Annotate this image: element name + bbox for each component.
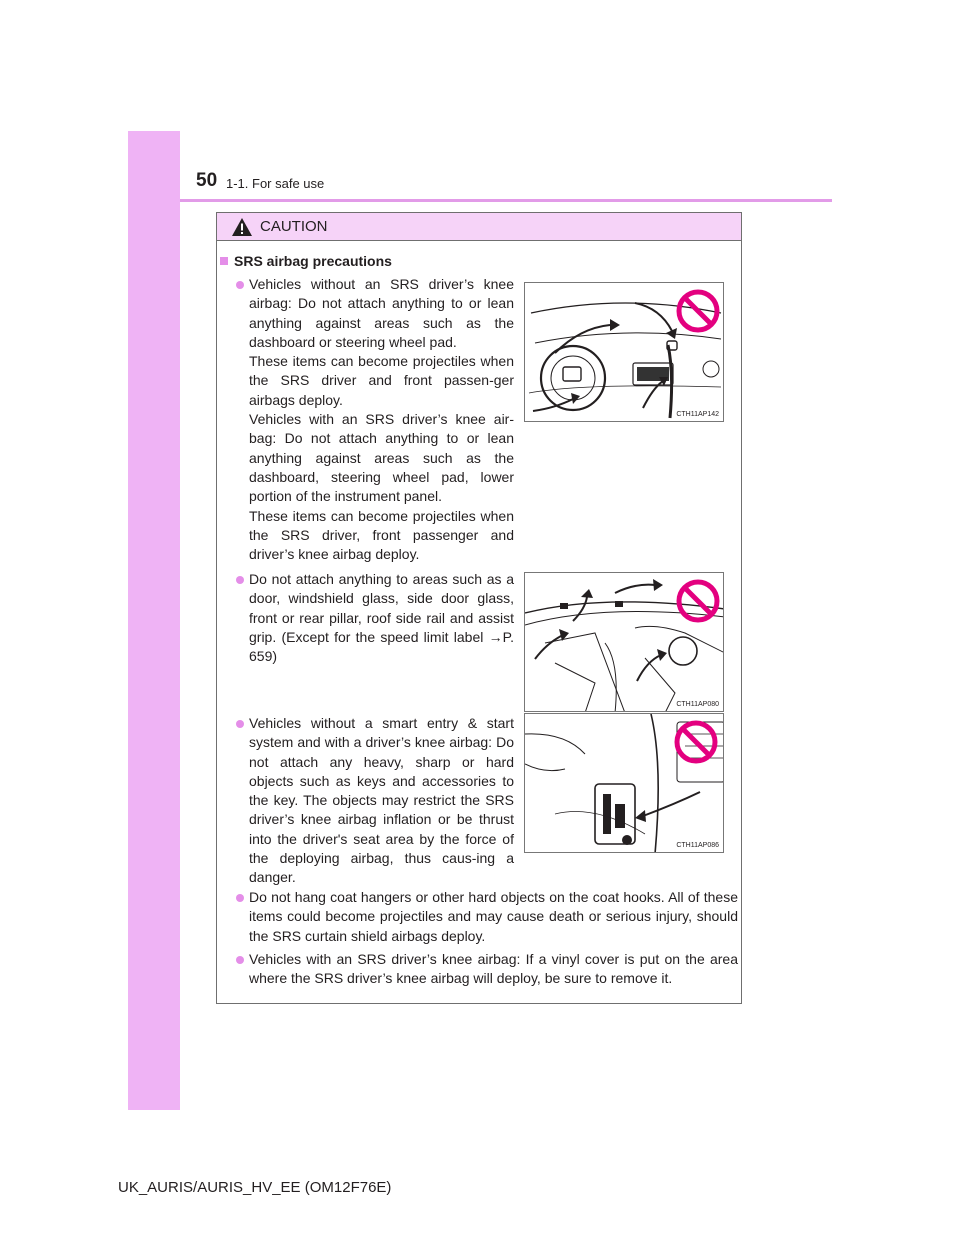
bullet-icon bbox=[236, 894, 244, 902]
square-bullet-icon bbox=[220, 257, 228, 265]
prohibition-icon bbox=[673, 719, 719, 765]
item-paragraph: Vehicles without a smart entry & start system and with a driver’s knee airbag: Do not attach any heavy, sharp or hard objects such as keys and accessories to the key. The objects may restrict the SRS driver’s knee airbag inflation or be thrust into the driver's seat area by the force of the deploying airbag, thus caus-ing a danger. bbox=[249, 715, 514, 886]
list-item bbox=[249, 950, 738, 989]
list-item bbox=[249, 570, 514, 666]
bullet-icon bbox=[236, 956, 244, 964]
item-paragraph: Vehicles without an SRS driver’s knee airbag: Do not attach anything to or lean anything against areas such as the dashboard or steering wheel pad. bbox=[249, 276, 514, 350]
section-title: 1-1. For safe use bbox=[226, 176, 325, 191]
warning-triangle-icon bbox=[231, 217, 253, 237]
bullet-icon bbox=[236, 576, 244, 584]
caution-title: CAUTION bbox=[260, 218, 328, 235]
caution-header bbox=[217, 213, 741, 241]
item-paragraph: Vehicles with an SRS driver’s knee airbag: If a vinyl cover is put on the area where the SRS driver’s knee airbag will deploy, be sure to remove it. bbox=[249, 951, 738, 987]
figure-dashboard bbox=[524, 282, 724, 422]
item-paragraph: Do not attach anything to areas such as a door, windshield glass, side door glass, front or rear pillar, roof side rail and assist grip. (Except for the speed limit label →P. 659) bbox=[249, 571, 514, 665]
section-heading: SRS airbag precautions bbox=[220, 252, 392, 270]
item-paragraph: Do not hang coat hangers or other hard objects on the coat hooks. All of these items could become projectiles and may cause death or serious injury, should the SRS curtain shield airbags deploy. bbox=[249, 889, 738, 944]
footer-model-code: UK_AURIS/AURIS_HV_EE (OM12F76E) bbox=[118, 1179, 392, 1196]
figure-code: CTH11AP086 bbox=[676, 842, 719, 849]
item-paragraph: Vehicles with an SRS driver’s knee air-bag: Do not attach anything to or lean anything against areas such as the dashboard, steering wheel pad, lower portion of the instrument panel. bbox=[249, 411, 514, 505]
item-paragraph: These items can become projectiles when the SRS driver and front passen-ger airbags deploy. bbox=[249, 353, 514, 408]
bullet-icon bbox=[236, 281, 244, 289]
list-item bbox=[249, 275, 514, 564]
figure-code: CTH11AP142 bbox=[676, 411, 719, 418]
prohibition-icon bbox=[675, 578, 721, 624]
bullet-icon bbox=[236, 720, 244, 728]
item-paragraph: These items can become projectiles when the SRS driver, front passenger and driver’s knee airbag deploy. bbox=[249, 507, 514, 563]
list-item bbox=[249, 714, 514, 888]
list-item bbox=[249, 888, 738, 946]
figure-code: CTH11AP080 bbox=[676, 701, 719, 708]
figure-interior bbox=[524, 572, 724, 712]
prohibition-icon bbox=[675, 288, 721, 334]
figure-key bbox=[524, 713, 724, 853]
chapter-sidebar-tab bbox=[128, 131, 180, 1110]
page-number: 50 bbox=[196, 170, 218, 191]
header-rule bbox=[180, 199, 832, 202]
